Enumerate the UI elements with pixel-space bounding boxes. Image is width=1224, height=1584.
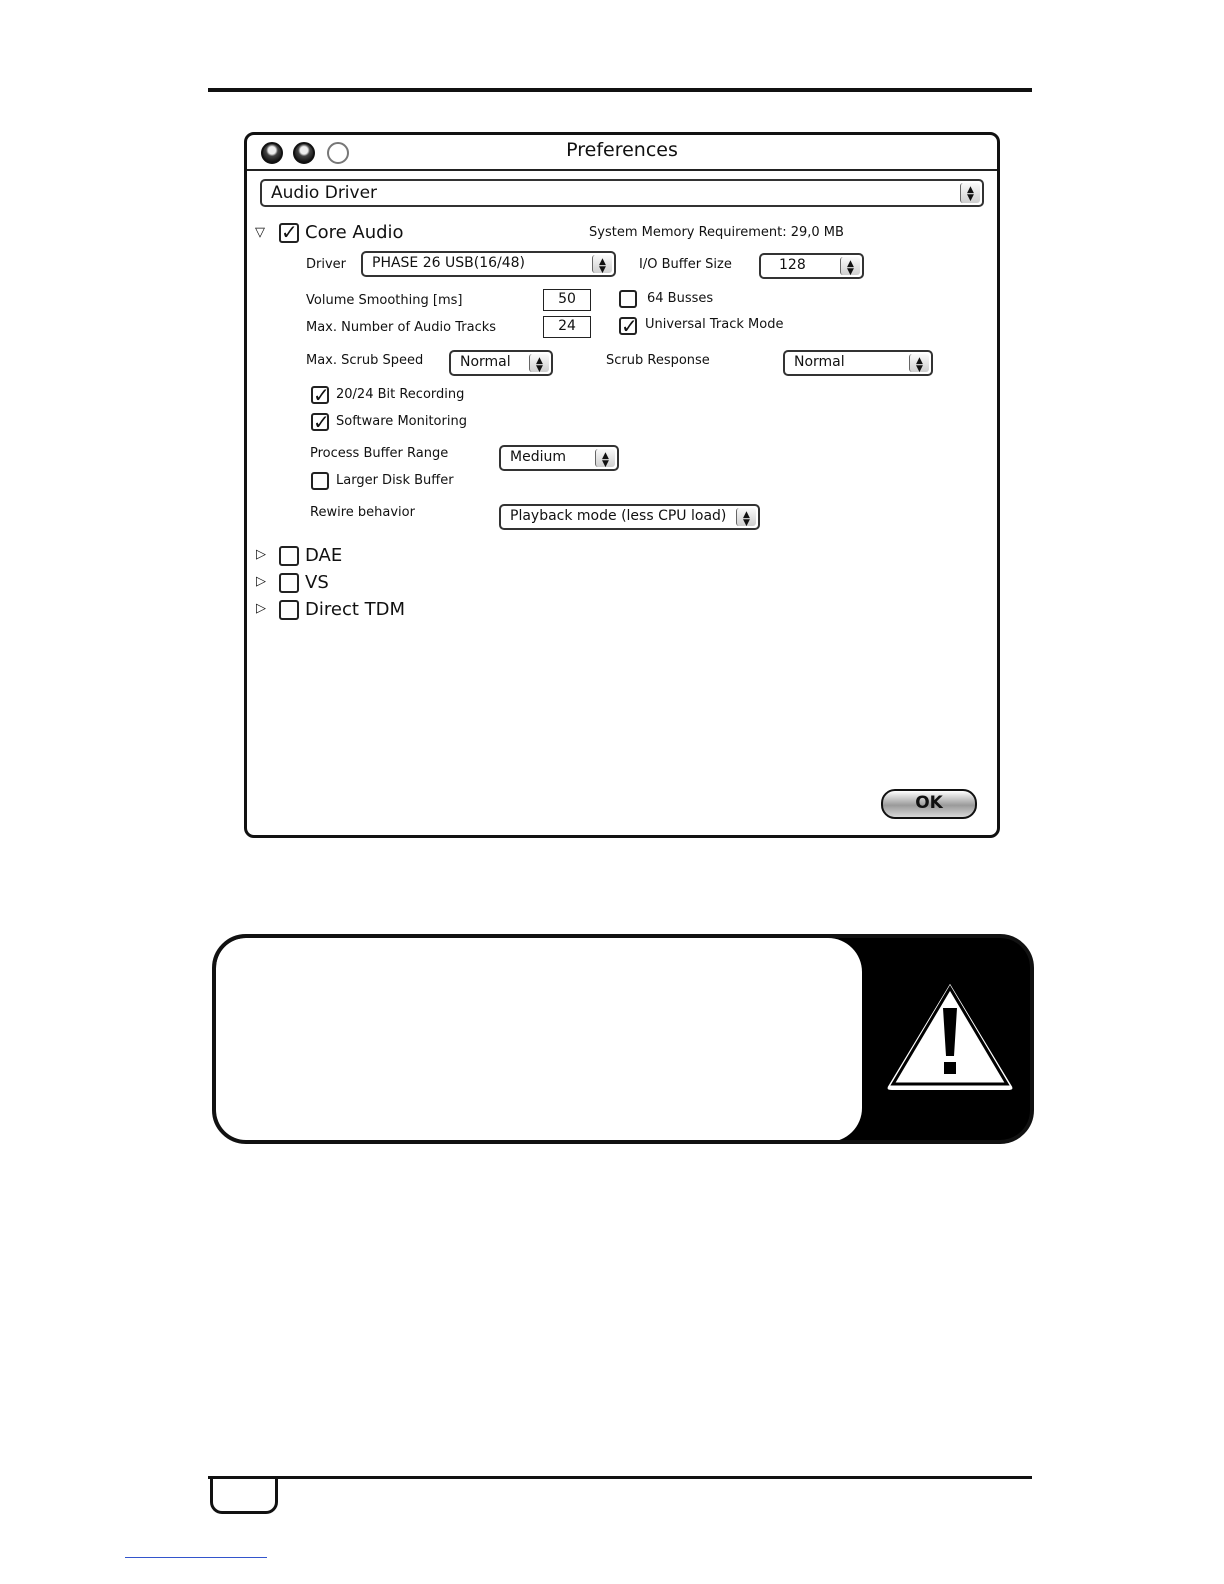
rewire-popup[interactable] xyxy=(499,504,760,530)
category-popup-label: Audio Driver xyxy=(271,183,378,203)
process-buffer-value: Medium xyxy=(510,449,566,465)
title-bar[interactable] xyxy=(247,135,997,171)
larger-disk-label: Larger Disk Buffer xyxy=(336,473,454,488)
driver-popup[interactable] xyxy=(361,251,616,277)
process-buffer-label: Process Buffer Range xyxy=(310,446,449,461)
popup-arrows-icon: ▲ ▼ xyxy=(529,354,549,372)
ok-button[interactable]: OK xyxy=(881,789,977,819)
popup-arrows-icon: ▲ ▼ xyxy=(840,257,860,275)
io-buffer-label: I/O Buffer Size xyxy=(639,257,732,272)
window-title: Preferences xyxy=(566,139,678,161)
universal-track-label: Universal Track Mode xyxy=(645,317,784,332)
scrub-speed-label: Max. Scrub Speed xyxy=(306,353,424,368)
bit-recording-checkbox[interactable]: ✓ xyxy=(313,383,330,407)
universal-track-checkbox[interactable]: ✓ xyxy=(621,314,638,338)
category-popup[interactable] xyxy=(260,179,984,207)
popup-arrows-icon: ▲ ▼ xyxy=(736,508,756,526)
warning-icon xyxy=(880,972,1020,1098)
triangle-right-icon[interactable]: ▷ xyxy=(256,547,266,562)
direct-tdm-checkbox[interactable] xyxy=(279,600,299,620)
scrub-response-value: Normal xyxy=(794,354,845,370)
scrub-response-label: Scrub Response xyxy=(606,353,710,368)
scrub-response-popup[interactable] xyxy=(783,350,933,376)
rewire-value: Playback mode (less CPU load) xyxy=(510,508,727,524)
direct-tdm-label: Direct TDM xyxy=(305,599,406,620)
software-monitoring-checkbox[interactable]: ✓ xyxy=(313,410,330,434)
page-number-tab xyxy=(210,1479,278,1514)
warning-text-area xyxy=(216,938,862,1142)
scrub-speed-value: Normal xyxy=(460,354,511,370)
io-buffer-popup[interactable] xyxy=(759,253,864,279)
vs-checkbox[interactable] xyxy=(279,573,299,593)
triangle-right-icon[interactable]: ▷ xyxy=(256,601,266,616)
memory-requirement: System Memory Requirement: 29,0 MB xyxy=(589,225,844,240)
popup-arrows-icon: ▲ ▼ xyxy=(592,255,612,273)
footer-link-underline[interactable] xyxy=(125,1557,267,1558)
bit-recording-label: 20/24 Bit Recording xyxy=(336,387,465,402)
triangle-down-icon[interactable]: ▽ xyxy=(255,225,265,240)
larger-disk-checkbox[interactable] xyxy=(311,472,329,490)
process-buffer-popup[interactable] xyxy=(499,445,619,471)
max-tracks-label: Max. Number of Audio Tracks xyxy=(306,320,497,335)
footer-rule xyxy=(208,1476,1032,1479)
volume-smoothing-label: Volume Smoothing [ms] xyxy=(306,293,463,308)
header-rule xyxy=(208,88,1032,92)
triangle-right-icon[interactable]: ▷ xyxy=(256,574,266,589)
rewire-label: Rewire behavior xyxy=(310,505,415,520)
popup-arrows-icon: ▲ ▼ xyxy=(960,183,980,203)
core-audio-label: Core Audio xyxy=(305,222,404,243)
max-tracks-field[interactable]: 24 xyxy=(543,316,591,338)
core-audio-checkbox[interactable]: ✓ xyxy=(281,220,298,244)
warning-box xyxy=(212,934,1034,1144)
busses-checkbox[interactable] xyxy=(619,290,637,308)
popup-arrows-icon: ▲ ▼ xyxy=(595,449,615,467)
dae-label: DAE xyxy=(305,545,343,566)
popup-arrows-icon: ▲ ▼ xyxy=(909,354,929,372)
busses-label: 64 Busses xyxy=(647,291,714,306)
driver-value: PHASE 26 USB(16/48) xyxy=(372,255,526,271)
scrub-speed-popup[interactable] xyxy=(449,350,553,376)
io-buffer-value: 128 xyxy=(779,257,806,273)
software-monitoring-label: Software Monitoring xyxy=(336,414,467,429)
vs-label: VS xyxy=(305,572,329,593)
dae-checkbox[interactable] xyxy=(279,546,299,566)
volume-smoothing-field[interactable]: 50 xyxy=(543,289,591,311)
driver-label: Driver xyxy=(306,257,347,272)
preferences-window xyxy=(244,132,1000,838)
